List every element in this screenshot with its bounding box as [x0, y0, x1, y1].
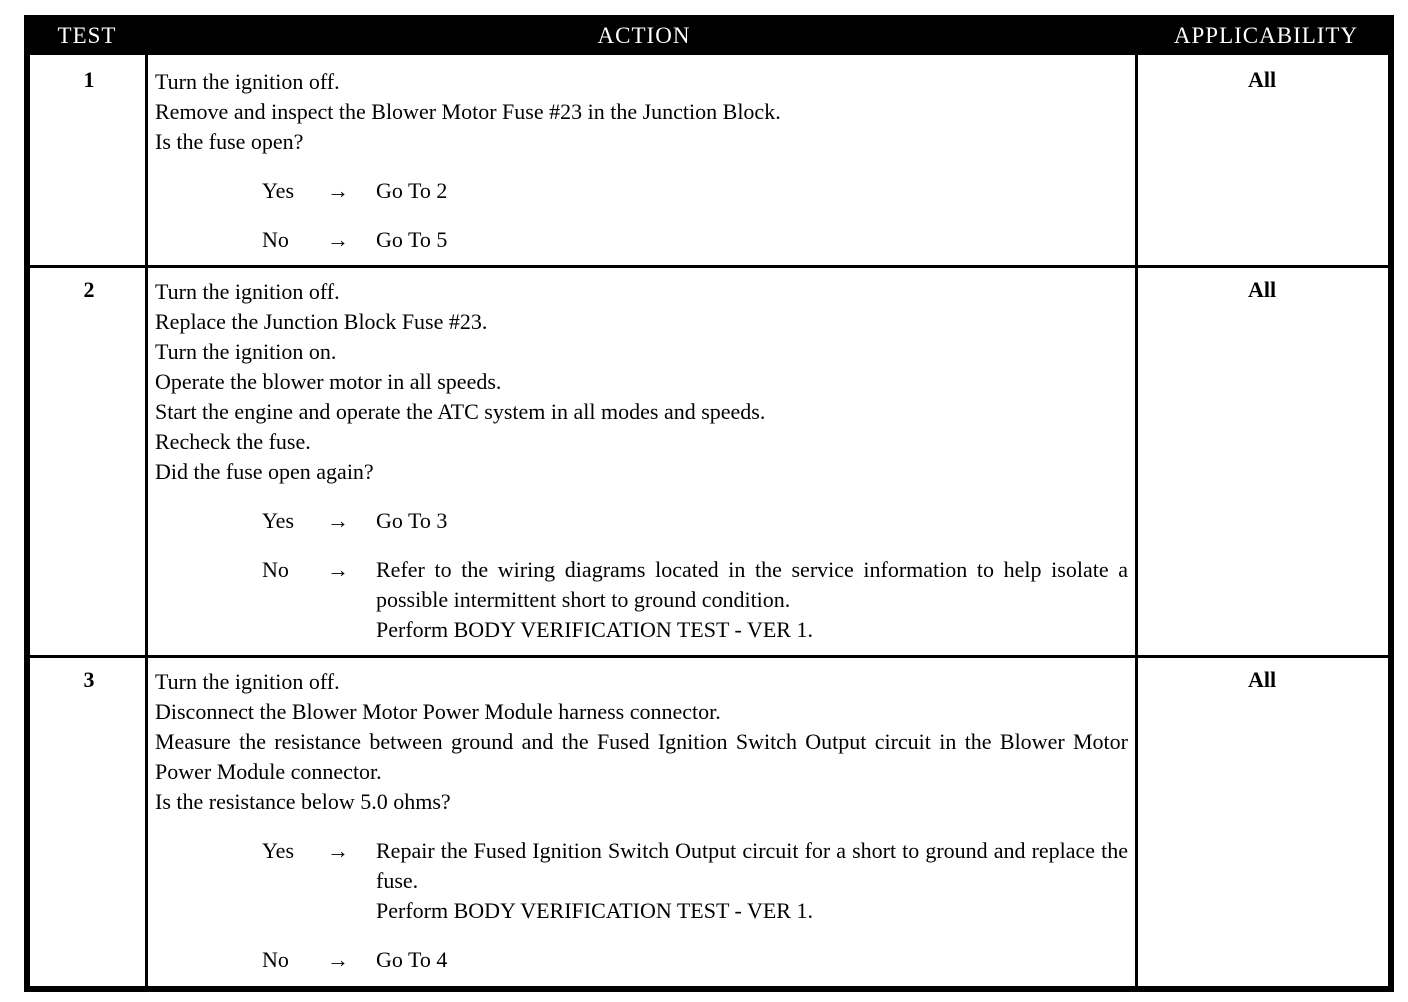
diagnostic-test-table — [24, 15, 1394, 992]
action-question: Did the fuse open again? — [155, 459, 374, 484]
answer-no — [155, 555, 1128, 645]
answer-no — [155, 945, 1128, 975]
test-number-1: 1 — [83, 67, 95, 92]
action-step: Remove and inspect the Blower Motor Fuse #23 in the Junction Block. — [155, 99, 781, 124]
answer-yes — [155, 506, 1128, 536]
action-step: Turn the ignition on. — [155, 339, 337, 364]
verification-instruction: Perform BODY VERIFICATION TEST - VER 1. — [376, 898, 813, 923]
answer-yes — [155, 836, 1128, 926]
arrow-right-icon: → — [327, 557, 349, 582]
arrow-right-icon: → — [327, 838, 349, 863]
action-step: Operate the blower motor in all speeds. — [155, 369, 502, 394]
verification-instruction: Perform BODY VERIFICATION TEST - VER 1. — [376, 617, 813, 642]
arrow-right-icon: → — [327, 508, 349, 533]
answer-result: Go To 3 — [376, 508, 448, 533]
table-header — [24, 15, 1394, 55]
answer-label: No — [262, 227, 289, 252]
column-divider-action — [1135, 55, 1138, 992]
column-divider-test — [145, 55, 148, 992]
table-border-bottom — [24, 986, 1394, 992]
test-number-2: 2 — [83, 277, 95, 302]
action-cell-3 — [155, 667, 1128, 975]
header-test: TEST — [57, 23, 117, 48]
answer-label: Yes — [262, 508, 295, 533]
row-divider-1 — [24, 265, 1394, 268]
action-step: Measure the resistance between ground and the Fused Ignition Switch Output circuit in the Blower Motor Power Module connector. — [155, 729, 1128, 784]
action-question: Is the fuse open? — [155, 129, 304, 154]
header-action: ACTION — [597, 23, 691, 48]
action-step: Replace the Junction Block Fuse #23. — [155, 309, 488, 334]
answer-no — [155, 225, 1128, 255]
answer-yes — [155, 176, 1128, 206]
action-step: Recheck the fuse. — [155, 429, 311, 454]
answer-result: Go To 5 — [376, 227, 448, 252]
action-step: Disconnect the Blower Motor Power Module harness connector. — [155, 699, 721, 724]
applicability-3: All — [1247, 667, 1277, 692]
arrow-right-icon: → — [327, 227, 349, 252]
action-step: Start the engine and operate the ATC system in all modes and speeds. — [155, 399, 766, 424]
action-step: Turn the ignition off. — [155, 69, 340, 94]
answer-result: Refer to the wiring diagrams located in the service information to help isolate a possible intermittent short to ground condition. — [376, 557, 1128, 612]
action-cell-1 — [155, 67, 1128, 255]
action-cell-2 — [155, 277, 1128, 645]
answer-result: Go To 4 — [376, 947, 448, 972]
answer-result: Go To 2 — [376, 178, 448, 203]
row-divider-2 — [24, 655, 1394, 658]
table-border-left — [24, 55, 30, 992]
answer-label: Yes — [262, 838, 295, 863]
action-question: Is the resistance below 5.0 ohms? — [155, 789, 451, 814]
answer-label: Yes — [262, 178, 295, 203]
test-number-3: 3 — [83, 667, 95, 692]
applicability-1: All — [1247, 67, 1277, 92]
answer-label: No — [262, 557, 289, 582]
header-applicability: APPLICABILITY — [1173, 23, 1359, 48]
answer-label: No — [262, 947, 289, 972]
table-border-right — [1388, 55, 1394, 992]
arrow-right-icon: → — [327, 947, 349, 972]
arrow-right-icon: → — [327, 178, 349, 203]
answer-result: Repair the Fused Ignition Switch Output circuit for a short to ground and replace the fuse. — [376, 838, 1128, 893]
action-step: Turn the ignition off. — [155, 279, 340, 304]
action-step: Turn the ignition off. — [155, 669, 340, 694]
applicability-2: All — [1247, 277, 1277, 302]
